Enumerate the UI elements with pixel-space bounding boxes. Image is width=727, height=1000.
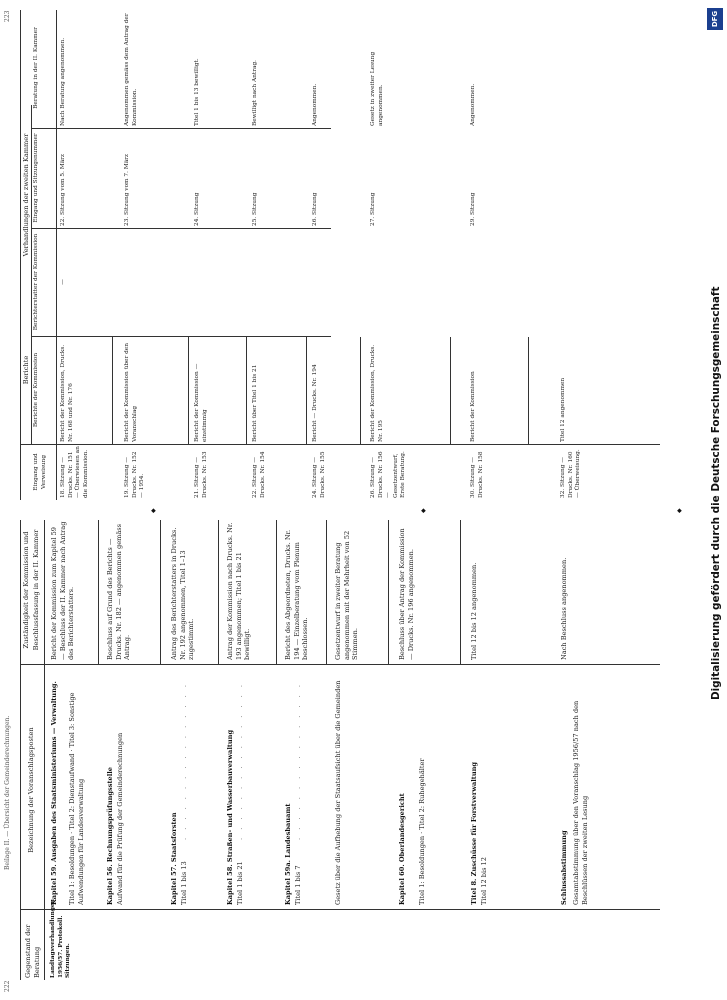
right-table-header-rule — [56, 10, 57, 500]
left-row-5-detail: Titel 1 bis 7 — [294, 865, 302, 905]
right-header-c1: Eingang und Verweisung — [33, 453, 47, 491]
left-col-divider-1 — [20, 909, 660, 910]
left-row-9-detail: Gesamtabstimmung über den Voranschlag 1956/57 nach den Beschlüssen der zweiten Lesung — [572, 700, 589, 905]
right-row-6-result: Gesetz in zweiter Lesung angenommen. — [370, 51, 384, 126]
left-row-5-decision: Bericht des Abgeordneten, Drucks. Nr. 194 — Einzelberatung vom Plenum beschlossen. — [284, 529, 310, 660]
right-row-7-session: 29. Sitzung — [470, 192, 476, 226]
left-row-1-detail: Titel 1: Besoldungen · Titel 2: Dienstaufwand · Titel 3: Sonstige Aufwendungen für Landesverwaltung — [68, 692, 85, 905]
left-col-divider-2 — [20, 664, 660, 665]
page-number-right: 223 — [4, 10, 11, 22]
right-row-4-session: 25. Sitzung — [252, 192, 258, 226]
left-row-4-leader: . . . . . . . . . . . . . . . . — [236, 682, 244, 840]
right-row-1-reporter: — — [60, 279, 66, 285]
right-row-3-report: Bericht der Kommission — einstimmig — [194, 363, 208, 442]
left-row-4-title: Kapitel 58. Straßen- und Wasserbauverwaltung — [226, 729, 234, 905]
left-header-decision-top: Zuständigkeit der Kommission und — [22, 531, 30, 649]
registration-mark-3: ◆ — [676, 508, 683, 513]
left-row-4-decision: Antrag der Kommission nach Drucks. Nr. 193 angenommen; Titel 1 bis 21 bewilligt. — [226, 522, 252, 660]
left-row-3-title: Kapitel 57. Staatsforsten — [170, 812, 178, 905]
right-header-group1: Berichte — [22, 355, 30, 385]
right-col-divider-1 — [20, 444, 660, 445]
right-row-5-rule — [360, 337, 361, 445]
dfg-logo-label: DFG — [711, 10, 719, 28]
right-row-5-entry: 24. Sitzung — Drucks. Nr. 155 — [312, 451, 326, 498]
left-row-5-title: Kapitel 59a. Landesbauamt — [284, 803, 292, 905]
right-row-7-entry: 30. Sitzung — Drucks. Nr. 158 — [470, 451, 484, 498]
left-row-6-rule — [388, 520, 389, 665]
left-row-7-rule — [460, 520, 461, 665]
left-row-1-title: Kapitel 59. Ausgaben des Staatsministeriums — Verwaltung. — [50, 681, 58, 905]
right-row-3-entry: 21. Sitzung — Drucks. Nr. 153 — [194, 451, 208, 498]
right-row-4-report: Bericht über Titel 1 bis 21 — [252, 364, 258, 442]
right-row-8-report: Titel 12 angenommen — [560, 377, 566, 442]
left-row-9-decision: Nach Beschluss angenommen. — [560, 557, 568, 660]
right-row-2-entry: 19. Sitzung — Drucks. Nr. 152 — 1954. — [124, 451, 146, 498]
right-row-3-result: Titel 1 bis 13 bewilligt. — [194, 58, 200, 126]
right-header-c5: Beratung in der II. Kammer — [33, 27, 39, 109]
right-row-7-report: Bericht der Kommission — [470, 371, 476, 442]
right-row-5-report: Bericht — Drucks. Nr. 194 — [312, 364, 318, 442]
left-row-2-decision: Beschluss auf Grund des Berichts — Drucks. Nr. 182 — angenommen gemäss Antrag. — [106, 523, 132, 660]
right-row-3-rule — [246, 337, 247, 445]
right-row-1-report: Bericht der Kommission, Drucks. Nr. 168 und Nr. 176 — [60, 344, 74, 442]
right-row-4-rule — [306, 337, 307, 445]
left-header-posts: Bezeichnung der Voranschlagsposten — [27, 727, 35, 853]
dfg-logo — [707, 8, 723, 30]
right-row-6-session: 27. Sitzung — [370, 192, 376, 226]
right-row-1-session: 22. Sitzung vom 5. März — [60, 154, 66, 226]
left-row-4-rule — [276, 520, 277, 665]
right-row-6-rule — [450, 337, 451, 445]
right-row-7-result: Angenommen. — [470, 83, 476, 126]
running-head: Beilage II. — Übersicht der Gemeinderechnungen. — [4, 715, 11, 870]
right-row-5-result: Angenommen. — [312, 83, 318, 126]
right-col-divider-3 — [31, 228, 331, 229]
left-row-5-leader: . . . . . . . . . . . . . . . . — [294, 682, 302, 840]
left-row-3-detail: Titel 1 bis 13 — [180, 861, 188, 905]
right-header-c2: Berichte der Kommission — [33, 352, 39, 428]
left-row-7-title: Kapitel 60. Oberlandesgericht — [398, 793, 406, 905]
right-row-1-result: Nach Beratung angenommen. — [60, 37, 66, 126]
left-row-8-decision: Titel 12 bis 12 angenommen. — [470, 562, 478, 660]
left-row-9-title: Schlussabstimmung — [560, 830, 568, 905]
right-row-1-rule — [112, 337, 113, 445]
right-header-c3: Berichterstatter der Kommission — [33, 233, 39, 331]
left-row-1-subject: Landtagsverhandlungen 1956/57. Protokoll. Sitzungen. — [50, 899, 72, 978]
left-row-4-detail: Titel 1 bis 21 — [236, 861, 244, 905]
left-header-decision-bottom: Beschlussfassung in der II. Kammer — [32, 529, 40, 651]
left-row-8-detail: Titel 12 bis 12 — [480, 857, 488, 905]
left-row-2-rule — [160, 520, 161, 665]
right-col-divider-2 — [31, 336, 331, 337]
digitization-credit-text: Digitalisierung gefördert durch die Deutsche Forschungsgemeinschaft — [710, 286, 722, 700]
left-header-subject: Gegenstand der Beratung — [24, 924, 41, 978]
left-row-3-rule — [218, 520, 219, 665]
right-row-6-report: Bericht der Kommission, Drucks. Nr. 195 — [370, 344, 384, 442]
left-row-1-decision: Bericht der Kommission zum Kapitel 59 — Beschluss der II. Kammer nach Antrag des Berichterstatters. — [50, 521, 76, 660]
left-row-6-detail: Gesetz über die Aufhebung der Staatsaufsicht über die Gemeinden — [334, 680, 342, 905]
right-row-5-session: 26. Sitzung — [312, 192, 318, 226]
right-row-2-rule — [188, 337, 189, 445]
right-table-top-rule — [20, 10, 21, 500]
registration-mark-2: ◆ — [420, 508, 427, 513]
registration-mark-1: ◆ — [150, 508, 157, 513]
left-row-2-detail: Aufwand für die Prüfung der Gemeinderechnungen — [116, 732, 124, 905]
right-row-2-report: Bericht der Kommission über den Voranschlag — [124, 343, 138, 442]
right-header-group-rule — [31, 105, 32, 445]
left-row-7-decision: Beschluss über Antrag der Kommission — Drucks. Nr. 196 angenommen. — [398, 528, 415, 660]
right-row-1-entry: 18. Sitzung — Drucks. Nr. 151 — Überwiesen an die Kommission. — [60, 446, 89, 498]
left-row-1-rule — [98, 520, 99, 665]
left-row-7-detail: Titel 1: Besoldungen · Titel 2: Ruhegehälter — [418, 758, 426, 905]
right-row-8-entry: 32. Sitzung — Drucks. Nr. 160 — Überweisung. — [560, 449, 582, 498]
right-row-4-result: Bewilligt nach Antrag. — [252, 60, 258, 126]
right-row-6-entry: 26. Sitzung — Drucks. Nr. 156 — Gesetzentwurf, Erste Beratung. — [370, 451, 407, 498]
left-row-3-decision: Antrag des Berichterstatters in Drucks. Nr. 192 angenommen, Titel 1–13 zugestimmt. — [170, 527, 196, 660]
right-row-3-session: 24. Sitzung — [194, 192, 200, 226]
right-row-4-entry: 22. Sitzung — Drucks. Nr. 154 — [252, 451, 266, 498]
left-table-header-rule — [44, 520, 45, 980]
left-row-8-title: Titel 8. Zuschüsse für Forstverwaltung — [470, 761, 478, 905]
right-row-7-rule — [528, 337, 529, 445]
page-number-left: 222 — [4, 980, 11, 992]
left-row-5-rule — [326, 520, 327, 665]
right-col-divider-4 — [31, 128, 331, 129]
right-row-2-result: Angenommen gemäss dem Antrag der Kommission. — [124, 13, 138, 126]
left-table-top-rule — [20, 520, 21, 980]
left-row-3-leader: . . . . . . . . . . . . . . . . — [180, 682, 188, 840]
left-row-6-decision: Gesetzentwurf in zweiter Beratung angenommen mit der Mehrheit von 52 Stimmen. — [334, 530, 360, 660]
right-header-c4: Eingang und Sitzungsnummer — [33, 133, 39, 223]
left-row-2-title: Kapitel 56. Rechnungsprüfungsstelle — [106, 767, 114, 905]
right-row-2-session: 23. Sitzung vom 7. März — [124, 154, 130, 226]
right-header-group2: Verhandlungen der zweiten Kammer — [22, 133, 30, 257]
